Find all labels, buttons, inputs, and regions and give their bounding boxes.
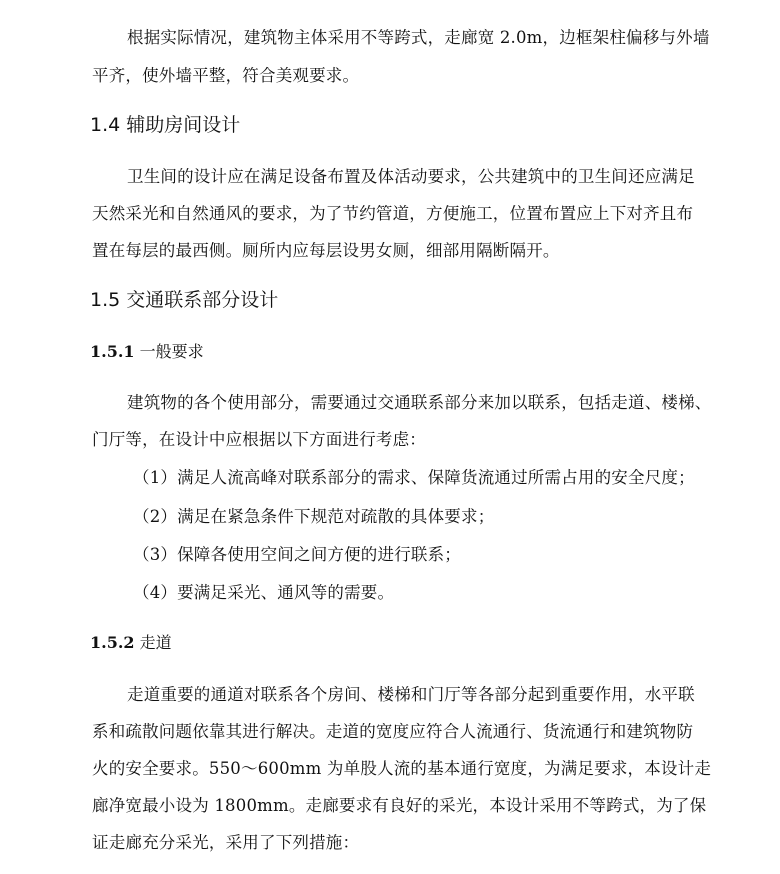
section-heading-1-5: 1.5 交通联系部分设计 bbox=[90, 289, 279, 311]
paragraph-line: 系和疏散问题依靠其进行解决。走道的宽度应符合人流通行、货流通行和建筑物防 bbox=[92, 722, 694, 741]
paragraph-line: 置在每层的最西侧。厕所内应每层设男女厕，细部用隔断隔开。 bbox=[92, 241, 560, 260]
paragraph-line: 证走廊充分采光，采用了下列措施： bbox=[92, 833, 360, 852]
subsection-title: 一般要求 bbox=[134, 342, 204, 361]
paragraph-line: 建筑物的各个使用部分，需要通过交通联系部分来加以联系，包括走道、楼梯、 bbox=[127, 393, 712, 412]
paragraph-line: 门厅等，在设计中应根据以下方面进行考虑： bbox=[92, 430, 426, 449]
paragraph-line: 廊净宽最小设为 1800mm。走廊要求有良好的采光，本设计采用不等跨式，为了保 bbox=[92, 796, 707, 815]
subsection-number: 1.5.1 bbox=[90, 342, 135, 361]
list-item: （2）满足在紧急条件下规范对疏散的具体要求； bbox=[133, 507, 495, 526]
list-item: （1）满足人流高峰对联系部分的需求、保障货流通过所需占用的安全尺度； bbox=[133, 468, 695, 487]
subsection-heading-1-5-1 bbox=[90, 340, 204, 364]
list-item: （4）要满足采光、通风等的需要。 bbox=[133, 583, 395, 602]
paragraph-line: 走道重要的通道对联系各个房间、楼梯和门厅等各部分起到重要作用，水平联 bbox=[127, 685, 695, 704]
subsection-number: 1.5.2 bbox=[90, 633, 135, 652]
paragraph-line: 卫生间的设计应在满足设备布置及体活动要求，公共建筑中的卫生间还应满足 bbox=[127, 167, 695, 186]
list-item: （3）保障各使用空间之间方便的进行联系； bbox=[133, 545, 461, 564]
paragraph-line: 平齐，使外墙平整，符合美观要求。 bbox=[92, 66, 360, 85]
paragraph-line: 火的安全要求。550～600mm 为单股人流的基本通行宽度，为满足要求，本设计走 bbox=[92, 759, 712, 778]
paragraph-line: 根据实际情况，建筑物主体采用不等跨式，走廊宽 2.0m，边框架柱偏移与外墙 bbox=[127, 28, 710, 47]
paragraph-line: 天然采光和自然通风的要求，为了节约管道，方便施工，位置布置应上下对齐且布 bbox=[92, 204, 694, 223]
subsection-heading-1-5-2 bbox=[90, 631, 172, 655]
subsection-title: 走道 bbox=[134, 633, 172, 652]
section-heading-1-4: 1.4 辅助房间设计 bbox=[90, 114, 241, 136]
